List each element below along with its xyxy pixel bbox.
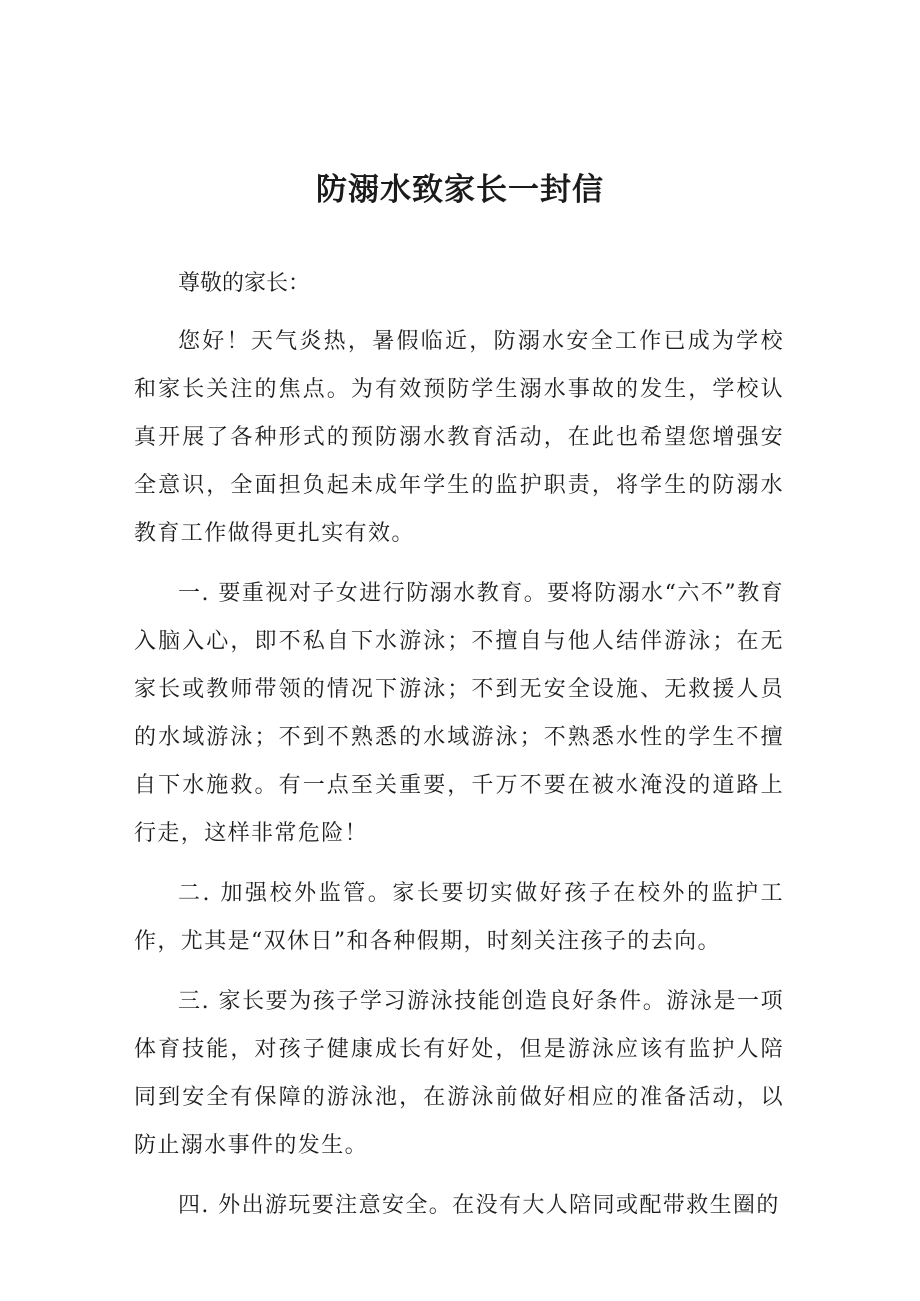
salutation: 尊敬的家长： [178, 271, 311, 296]
document-title: 防溺水致家长一封信 [316, 172, 604, 208]
paragraph-point-3: 三. 家长要为孩子学习游泳技能创造良好条件。游泳是一项体育技能，对孩子健康成长有好处，但是游泳应该有监护人陪同到安全有保障的游泳池，在游泳前做好相应的准备活动，以防止溺水事件的发生。 [134, 989, 784, 1158]
paragraph-greeting: 您好！天气炎热，暑假临近，防溺水安全工作已成为学校和家长关注的焦点。为有效预防学生溺水事故的发生，学校认真开展了各种形式的预防溺水教育活动，在此也希望您增强安全意识，全面担负起未成年学生的监护职责，将学生的防溺水教育工作做得更扎实有效。 [134, 329, 784, 546]
paragraph-point-4: 四. 外出游玩要注意安全。在没有大人陪同或配带救生圈的 [178, 1193, 780, 1218]
paragraph-point-1: 一. 要重视对子女进行防溺水教育。要将防溺水“六不”教育入脑入心，即不私自下水游泳；不擅自与他人结伴游泳；在无家长或教师带领的情况下游泳；不到无安全设施、无救援人员的水域游泳；不到不熟悉的水域游泳；不熟悉水性的学生不擅自下水施救。有一点至关重要，千万不要在被水淹没的道路上行走，这样非常危险！ [134, 581, 784, 846]
paragraph-point-2: 二. 加强校外监管。家长要切实做好孩子在校外的监护工作，尤其是“双休日”和各种假期，时刻关注孩子的去向。 [134, 881, 784, 954]
letter-body [134, 260, 784, 1230]
